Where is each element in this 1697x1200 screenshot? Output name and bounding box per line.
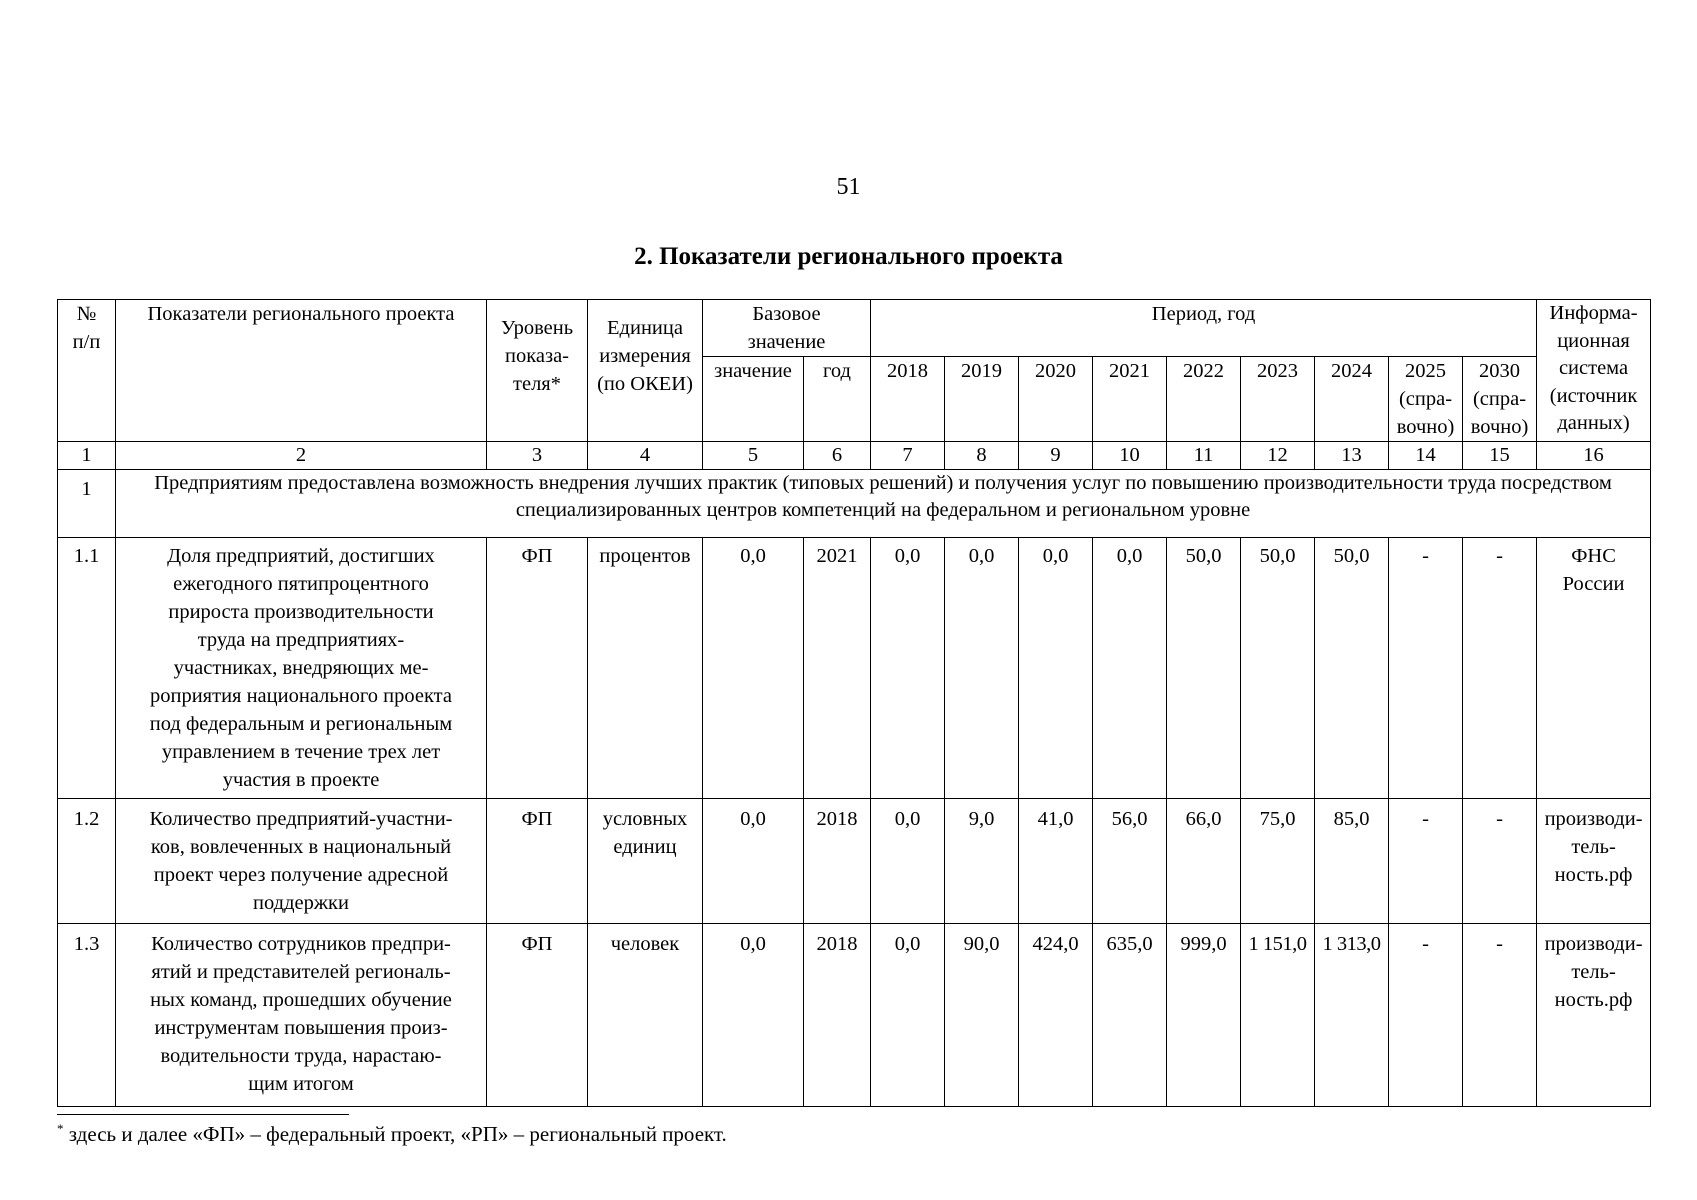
row-unit: условных единиц (588, 799, 703, 924)
column-number-row (58, 442, 1651, 470)
column-number: 10 (1093, 442, 1167, 470)
row-indicator: Количество сотрудников предпри- ятий и представителей региональ- ных команд, прошедших обучение инструментам повышения произ- водительности труда, нарастаю- щим итогом (116, 924, 487, 1107)
footnote (57, 1121, 727, 1147)
row-value: - (1389, 538, 1463, 799)
row-value: - (1389, 799, 1463, 924)
row-num: 1.1 (58, 538, 116, 799)
row-value: 0,0 (871, 538, 945, 799)
row-base-year: 2018 (804, 799, 871, 924)
row-unit: человек (588, 924, 703, 1107)
row-value: 635,0 (1093, 924, 1167, 1107)
row-value: 0,0 (871, 799, 945, 924)
column-number: 8 (945, 442, 1019, 470)
header-info-system: Информа- ционная система (источник данных) (1537, 300, 1651, 442)
row-info-system: ФНС России (1537, 538, 1651, 799)
header-year-reference: 2025 (спра- вочно) (1389, 357, 1463, 442)
row-value: 9,0 (945, 799, 1019, 924)
row-value: 50,0 (1167, 538, 1241, 799)
row-level: ФП (487, 799, 588, 924)
column-number: 9 (1019, 442, 1093, 470)
footnote-text: здесь и далее «ФП» – федеральный проект, «РП» – региональный проект. (63, 1122, 727, 1146)
column-number: 15 (1463, 442, 1537, 470)
row-info-system: производи- тель- ность.рф (1537, 799, 1651, 924)
column-number: 2 (116, 442, 487, 470)
column-number: 3 (487, 442, 588, 470)
header-year-reference: 2030 (спра- вочно) (1463, 357, 1537, 442)
column-number: 4 (588, 442, 703, 470)
row-indicator: Количество предприятий-участни- ков, вовлеченных в национальный проект через получение адресной поддержки (116, 799, 487, 924)
header-base: Базовое значение (703, 300, 871, 357)
row-value: 56,0 (1093, 799, 1167, 924)
row-value: 1 151,0 (1241, 924, 1315, 1107)
row-value: 50,0 (1241, 538, 1315, 799)
page-number: 51 (836, 174, 861, 200)
row-level: ФП (487, 924, 588, 1107)
header-num: № п/п (58, 300, 116, 442)
header-base-year: год (804, 357, 871, 442)
column-number: 11 (1167, 442, 1241, 470)
row-level: ФП (487, 538, 588, 799)
section-text: Предприятиям предоставлена возможность внедрения лучших практик (типовых решений) и получения услуг по повышению производительности труда посредством специализированных центров компетенций на федеральном и региональном уровне (116, 470, 1651, 538)
indicators-table (57, 299, 1651, 1107)
header-row-1 (58, 300, 1651, 357)
table-row (58, 799, 1651, 924)
row-value: 0,0 (871, 924, 945, 1107)
row-value: - (1463, 924, 1537, 1107)
header-year: 2024 (1315, 357, 1389, 442)
row-value: - (1463, 538, 1537, 799)
header-year: 2022 (1167, 357, 1241, 442)
header-period: Период, год (871, 300, 1537, 357)
header-base-value: значение (703, 357, 804, 442)
column-number: 13 (1315, 442, 1389, 470)
row-base-year: 2021 (804, 538, 871, 799)
row-value: 41,0 (1019, 799, 1093, 924)
row-value: 0,0 (1093, 538, 1167, 799)
header-indicator: Показатели регионального проекта (116, 300, 487, 442)
row-info-system: производи- тель- ность.рф (1537, 924, 1651, 1107)
header-unit: Единица измерения (по ОКЕИ) (588, 300, 703, 442)
row-value: 50,0 (1315, 538, 1389, 799)
row-indicator: Доля предприятий, достигших ежегодного пятипроцентного прироста производительности труда на предприятиях- участниках, внедряющих ме- роприятия национального проекта под федеральным и региональным управлением в течение трех лет участия в проекте (116, 538, 487, 799)
row-base-year: 2018 (804, 924, 871, 1107)
column-number: 12 (1241, 442, 1315, 470)
row-base-value: 0,0 (703, 799, 804, 924)
header-year: 2020 (1019, 357, 1093, 442)
footnote-marker: * (57, 1121, 64, 1136)
column-number: 14 (1389, 442, 1463, 470)
row-base-value: 0,0 (703, 924, 804, 1107)
table-row (58, 538, 1651, 799)
row-value: 66,0 (1167, 799, 1241, 924)
row-value: 0,0 (945, 538, 1019, 799)
column-number: 7 (871, 442, 945, 470)
row-num: 1.3 (58, 924, 116, 1107)
header-year: 2023 (1241, 357, 1315, 442)
row-value: 424,0 (1019, 924, 1093, 1107)
row-base-value: 0,0 (703, 538, 804, 799)
column-number: 1 (58, 442, 116, 470)
row-value: 999,0 (1167, 924, 1241, 1107)
header-year: 2019 (945, 357, 1019, 442)
row-value: - (1463, 799, 1537, 924)
column-number: 16 (1537, 442, 1651, 470)
header-level: Уровень показа- теля* (487, 300, 588, 442)
row-num: 1.2 (58, 799, 116, 924)
row-value: 1 313,0 (1315, 924, 1389, 1107)
table-row (58, 924, 1651, 1107)
row-value: - (1389, 924, 1463, 1107)
column-number: 5 (703, 442, 804, 470)
row-value: 85,0 (1315, 799, 1389, 924)
page-title: 2. Показатели регионального проекта (634, 243, 1063, 270)
row-unit: процентов (588, 538, 703, 799)
row-value: 90,0 (945, 924, 1019, 1107)
column-number: 6 (804, 442, 871, 470)
footnote-divider (57, 1114, 349, 1115)
section-num: 1 (58, 470, 116, 538)
header-year: 2018 (871, 357, 945, 442)
row-value: 75,0 (1241, 799, 1315, 924)
header-year: 2021 (1093, 357, 1167, 442)
section-row (58, 470, 1651, 538)
row-value: 0,0 (1019, 538, 1093, 799)
